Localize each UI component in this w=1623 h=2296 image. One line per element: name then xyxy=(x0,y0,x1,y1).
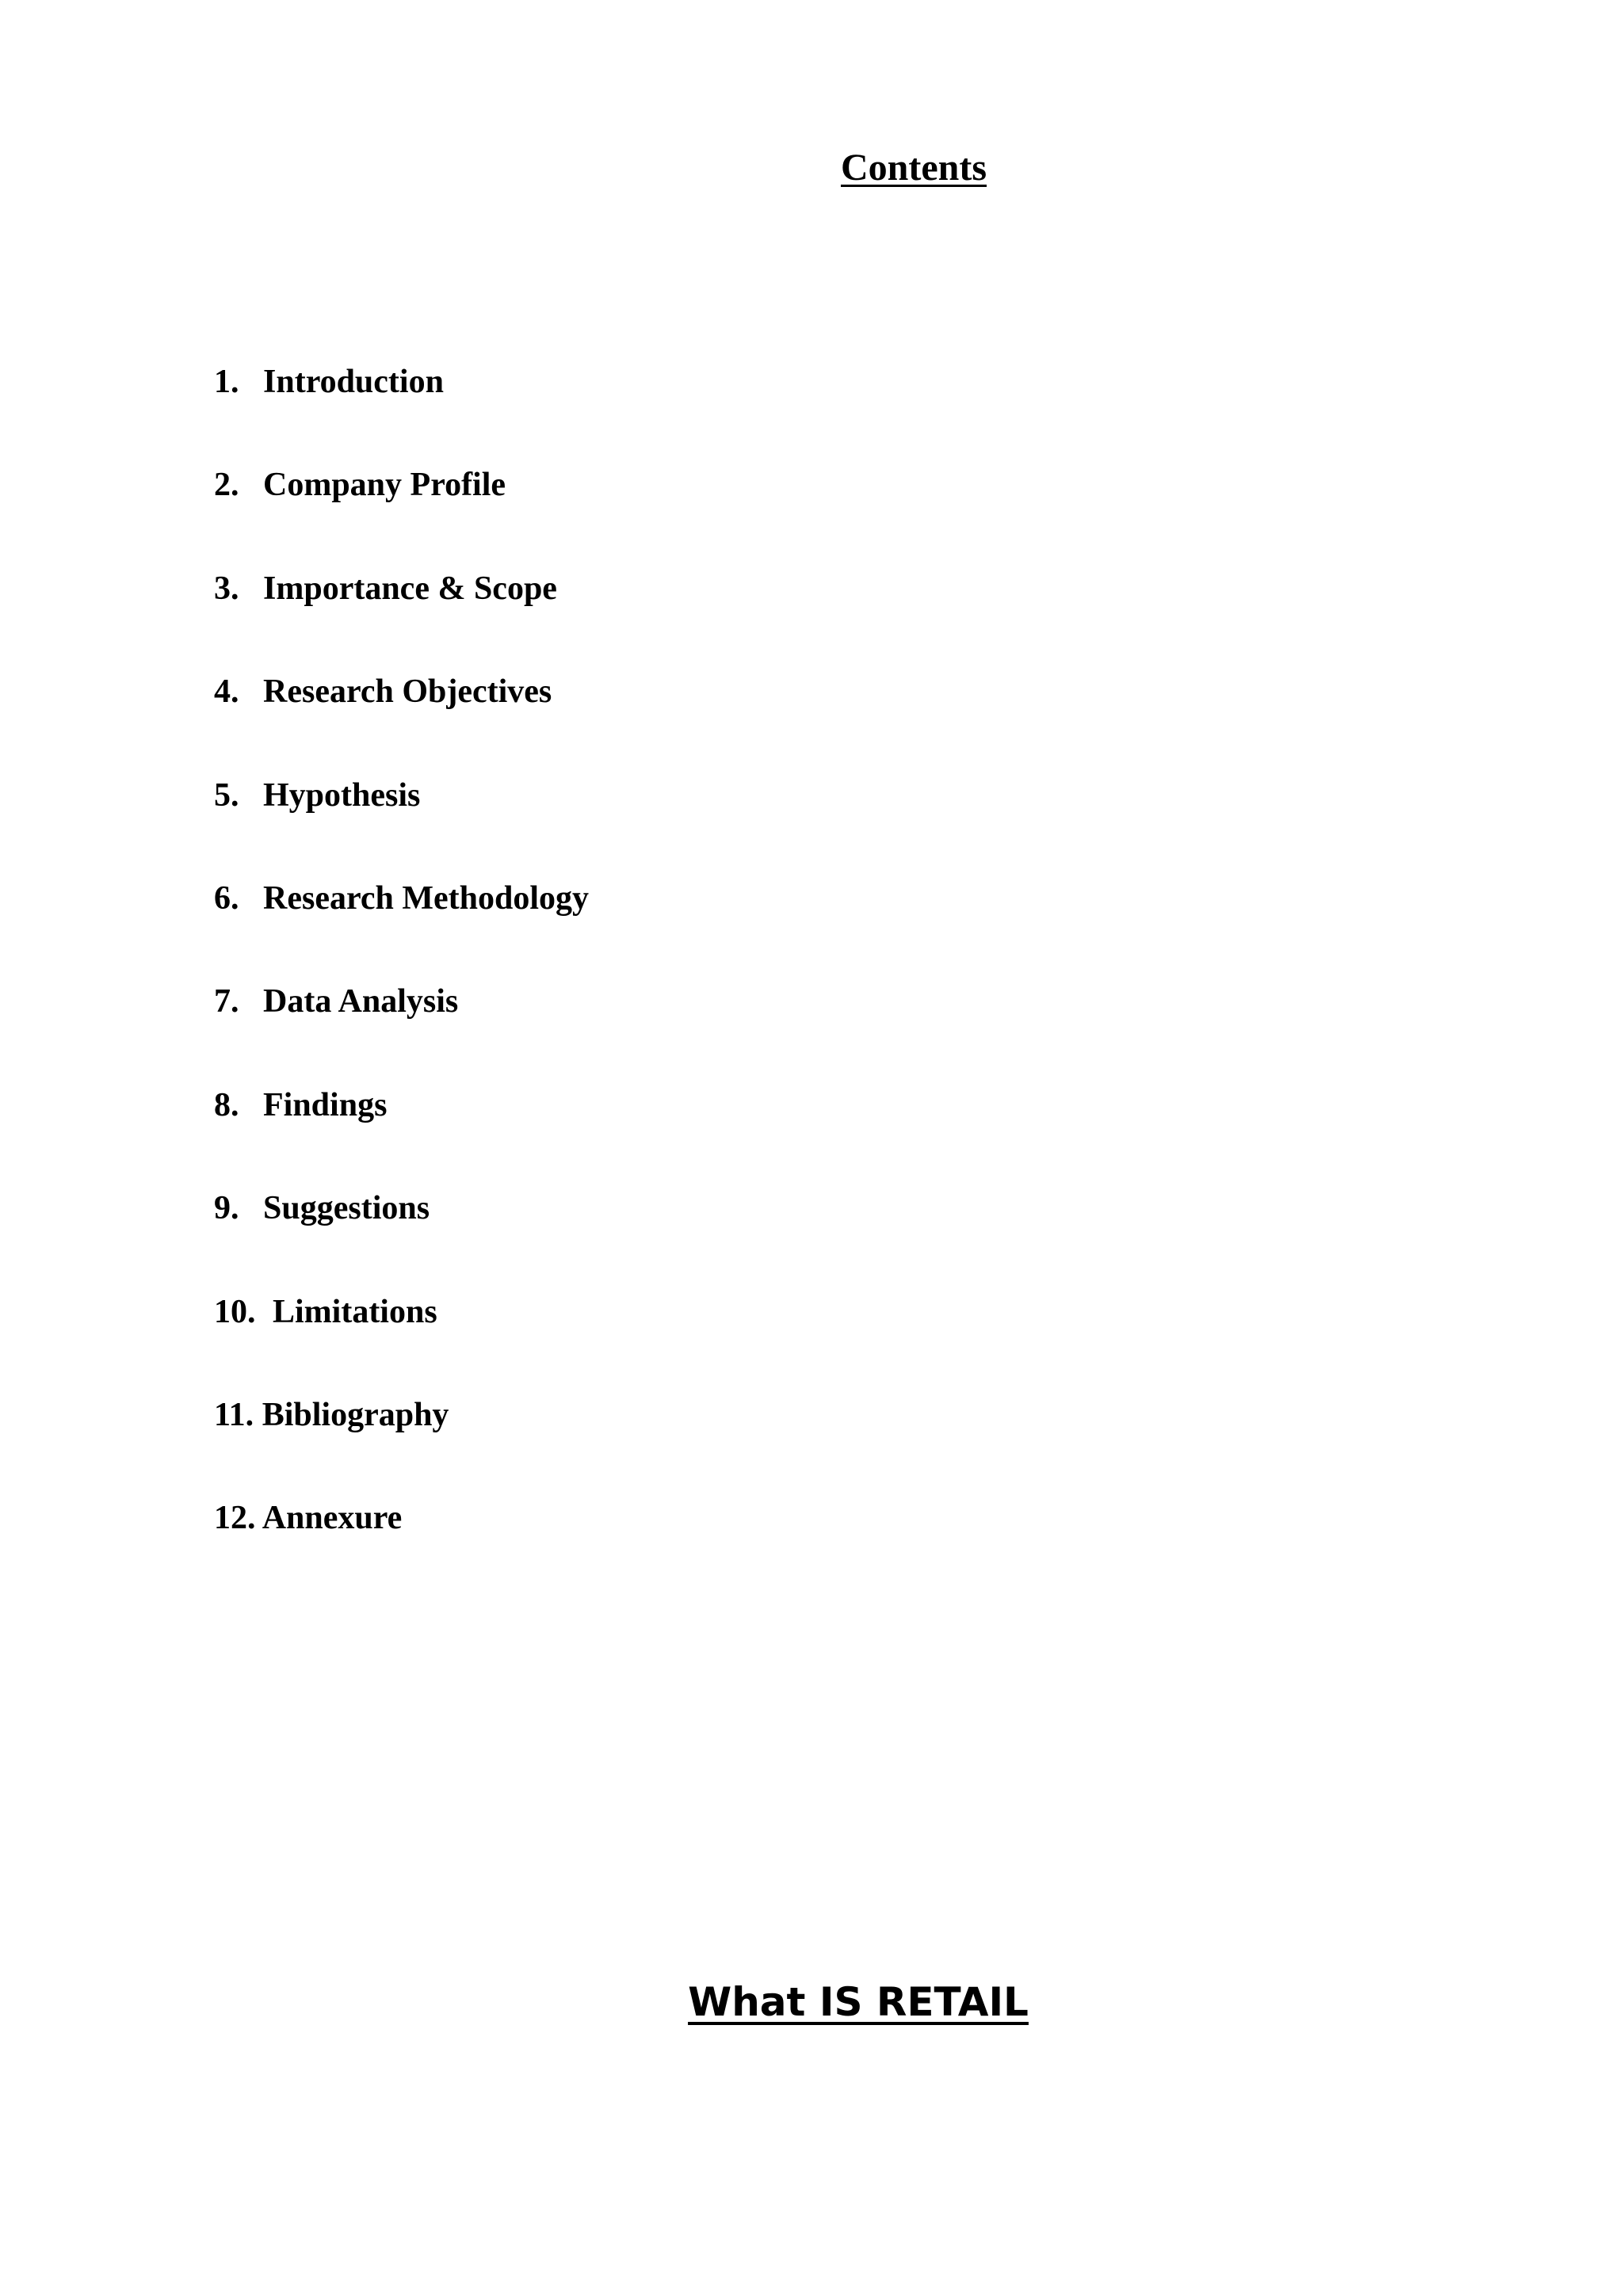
toc-item-limitations xyxy=(214,1288,589,1391)
toc-item-number: 6. xyxy=(214,879,239,917)
toc-item-label: Limitations xyxy=(273,1293,437,1330)
toc-item-research-methodology xyxy=(214,875,589,978)
toc-item-number: 4. xyxy=(214,673,239,711)
toc-item-data-analysis xyxy=(214,978,589,1081)
contents-heading: Contents xyxy=(840,147,987,189)
toc-item-label: Findings xyxy=(263,1086,388,1123)
toc-item-introduction xyxy=(214,358,589,461)
toc-item-number: 7. xyxy=(214,983,239,1020)
toc-item-number: 12. xyxy=(214,1500,256,1537)
toc-item-number: 2. xyxy=(214,467,239,504)
toc-item-label: Introduction xyxy=(263,364,444,400)
toc-item-label: Data Analysis xyxy=(263,983,459,1020)
toc-item-number: 10. xyxy=(214,1293,256,1330)
toc-item-number: 1. xyxy=(214,364,239,400)
toc-item-label: Bibliography xyxy=(262,1396,449,1433)
toc-item-number: 3. xyxy=(214,570,239,607)
toc-item-label: Annexure xyxy=(262,1500,403,1537)
toc-item-label: Importance & Scope xyxy=(263,570,557,607)
toc-item-research-objectives xyxy=(214,668,589,771)
toc-item-label: Company Profile xyxy=(263,467,506,504)
toc-item-label: Hypothesis xyxy=(263,776,421,814)
toc-item-number: 11. xyxy=(214,1396,254,1433)
toc-item-hypothesis xyxy=(214,772,589,875)
toc-item-bibliography xyxy=(214,1391,589,1494)
table-of-contents xyxy=(214,358,589,1598)
toc-item-number: 8. xyxy=(214,1086,239,1123)
toc-item-number: 9. xyxy=(214,1190,239,1227)
toc-item-company-profile xyxy=(214,461,589,564)
toc-item-number: 5. xyxy=(214,776,239,814)
toc-item-annexure xyxy=(214,1494,589,1597)
toc-item-findings xyxy=(214,1081,589,1184)
toc-item-label: Suggestions xyxy=(263,1190,430,1227)
section-heading-what-is-retail: What IS RETAIL xyxy=(688,1979,1029,2025)
toc-item-label: Research Methodology xyxy=(263,879,589,917)
toc-item-suggestions xyxy=(214,1184,589,1287)
toc-item-label: Research Objectives xyxy=(263,673,552,711)
toc-item-importance-scope xyxy=(214,565,589,668)
